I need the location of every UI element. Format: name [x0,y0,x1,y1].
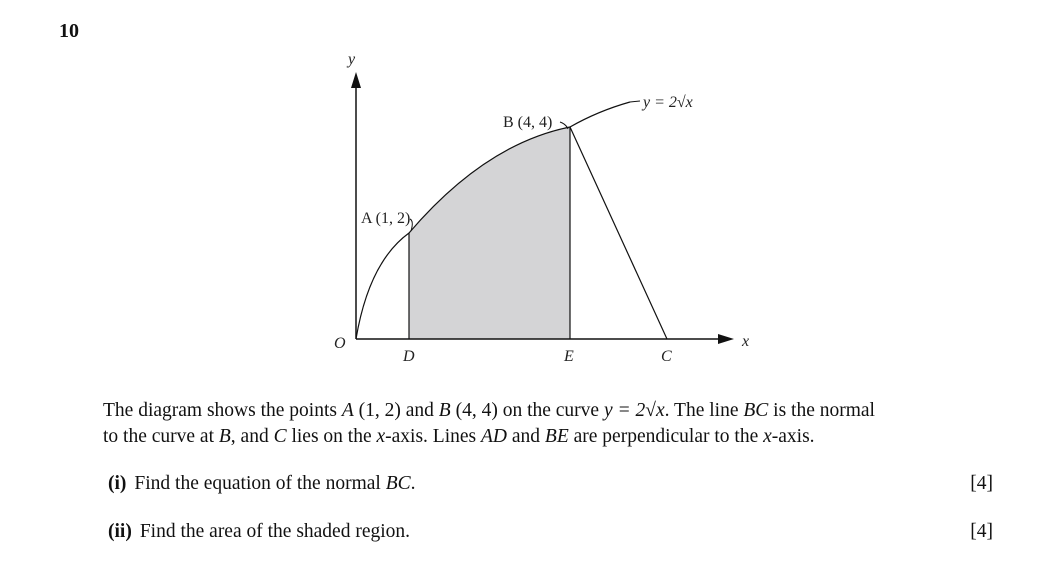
question-number: 10 [59,20,79,42]
point-a-leader [410,219,412,231]
part-i-label: (i) [108,473,127,494]
part-i-italic: BC [385,473,411,494]
curve-label-leader [630,101,640,102]
normal-bc [570,127,667,339]
part-ii-text: Find the area of the shaded region. [139,521,411,542]
part-ii-label: (ii) [108,521,132,542]
point-c-label: C [661,348,672,365]
x-axis-label: x [742,333,750,350]
part-i-marks: [4] [970,473,993,494]
point-b-label: B (4, 4) [503,114,553,131]
intro-line-1: The diagram shows the points A (1, 2) and B (4, 4) on the curve y = 2√x. The line BC is the normal [103,400,875,421]
part-i-text: Find the equation of the normal [134,473,386,494]
y-axis-arrow [351,72,361,88]
part-ii [108,521,993,543]
x-axis-arrow [718,334,734,344]
part-i: (i) Find the equation of the normal BC. [4] [108,473,993,494]
shaded-region [409,127,570,339]
point-d-label: D [403,348,415,365]
question-intro [103,398,1003,450]
point-e-label: E [564,348,574,365]
intro-line-2: to the curve at B, and C lies on the x-axis. Lines AD and BE are perpendicular to the x-axis. [103,426,815,447]
point-a-label: A (1, 2) [361,210,411,227]
origin-label: O [334,335,346,352]
part-ii-marks: [4] [970,521,993,542]
curve-label: y = 2√x [643,94,693,111]
y-axis-label: y [348,51,356,68]
